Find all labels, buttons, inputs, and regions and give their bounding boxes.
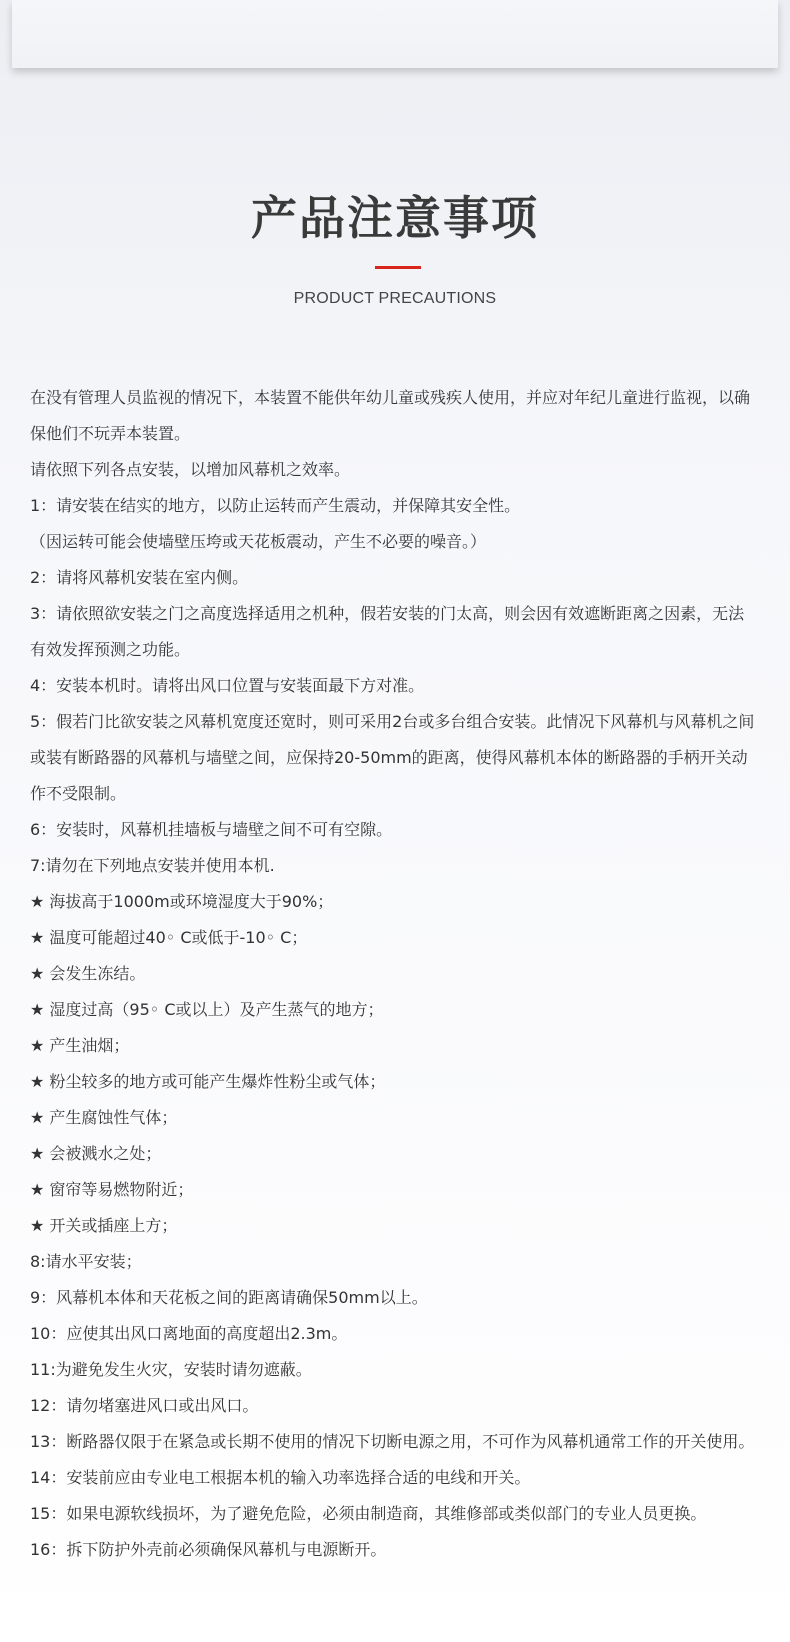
list-item: ★ 产生腐蚀性气体； <box>30 1108 178 1127</box>
list-item: ★ 窗帘等易燃物附近； <box>30 1180 194 1199</box>
paragraph: 1：请安装在结实的地方，以防止运转而产生震动，并保障其安全性。 <box>30 496 521 515</box>
list-item: ★ 湿度过高（95◦ C或以上）及产生蒸气的地方； <box>30 1000 384 1019</box>
paragraph: 2：请将风幕机安装在室内侧。 <box>30 568 249 587</box>
list-item: ★ 开关或插座上方； <box>30 1216 178 1235</box>
paragraph: 6：安装时，风幕机挂墙板与墙壁之间不可有空隙。 <box>30 820 393 839</box>
paragraph: 16：拆下防护外壳前必须确保风幕机与电源断开。 <box>30 1540 387 1559</box>
list-item: ★ 粉尘较多的地方或可能产生爆炸性粉尘或气体； <box>30 1072 386 1091</box>
list-item: ★ 产生油烟； <box>30 1036 130 1055</box>
paragraph: 在没有管理人员监视的情况下，本装置不能供年幼儿童或残疾人使用，并应对年纪儿童进行监视，以确保他们不玩弄本装置。 <box>30 388 751 443</box>
paragraph: 13：断路器仅限于在紧急或长期不使用的情况下切断电源之用，不可作为风幕机通常工作的开关使用。 <box>30 1432 755 1451</box>
paragraph: 8:请水平安装； <box>30 1252 142 1271</box>
page-title: 产品注意事项 <box>251 191 539 245</box>
paragraph: 3：请依照欲安装之门之高度选择适用之机种，假若安装的门太高，则会因有效遮断距离之因素，无法有效发挥预测之功能。 <box>30 604 745 659</box>
paragraph: 9：风幕机本体和天花板之间的距离请确保50mm以上。 <box>30 1288 428 1307</box>
list-item: ★ 会发生冻结。 <box>30 964 146 983</box>
title-divider <box>375 266 421 269</box>
page-subtitle: PRODUCT PRECAUTIONS <box>293 290 497 307</box>
paragraph: 5：假若门比欲安装之风幕机宽度还宽时，则可采用2台或多台组合安装。此情况下风幕机与风幕机之间或装有断路器的风幕机与墙壁之间，应保持20-50mm的距离，使得风幕机本体的断路器的手柄开关动作不受限制。 <box>30 712 755 803</box>
paragraph: 7:请勿在下列地点安装并使用本机. <box>30 856 275 875</box>
paragraph: 10：应使其出风口离地面的高度超出2.3m。 <box>30 1324 348 1343</box>
paragraph: 4：安装本机时。请将出风口位置与安装面最下方对准。 <box>30 676 425 695</box>
list-item: ★ 海拔高于1000m或环境湿度大于90%； <box>30 892 334 911</box>
paragraph: 11:为避免发生火灾，安装时请勿遮蔽。 <box>30 1360 312 1379</box>
paragraph: 请依照下列各点安装，以增加风幕机之效率。 <box>30 460 351 479</box>
list-item: ★ 会被溅水之处； <box>30 1144 162 1163</box>
precautions-list <box>30 380 760 1568</box>
paragraph: 14：安装前应由专业电工根据本机的输入功率选择合适的电线和开关。 <box>30 1468 531 1487</box>
paragraph: （因运转可能会使墙壁压垮或天花板震动，产生不必要的噪音。） <box>30 532 487 551</box>
list-item: ★ 温度可能超过40◦ C或低于-10◦ C； <box>30 928 308 947</box>
top-card <box>12 0 778 68</box>
paragraph: 15：如果电源软线损坏，为了避免危险，必须由制造商，其维修部或类似部门的专业人员更换。 <box>30 1504 707 1523</box>
paragraph: 12：请勿堵塞进风口或出风口。 <box>30 1396 259 1415</box>
